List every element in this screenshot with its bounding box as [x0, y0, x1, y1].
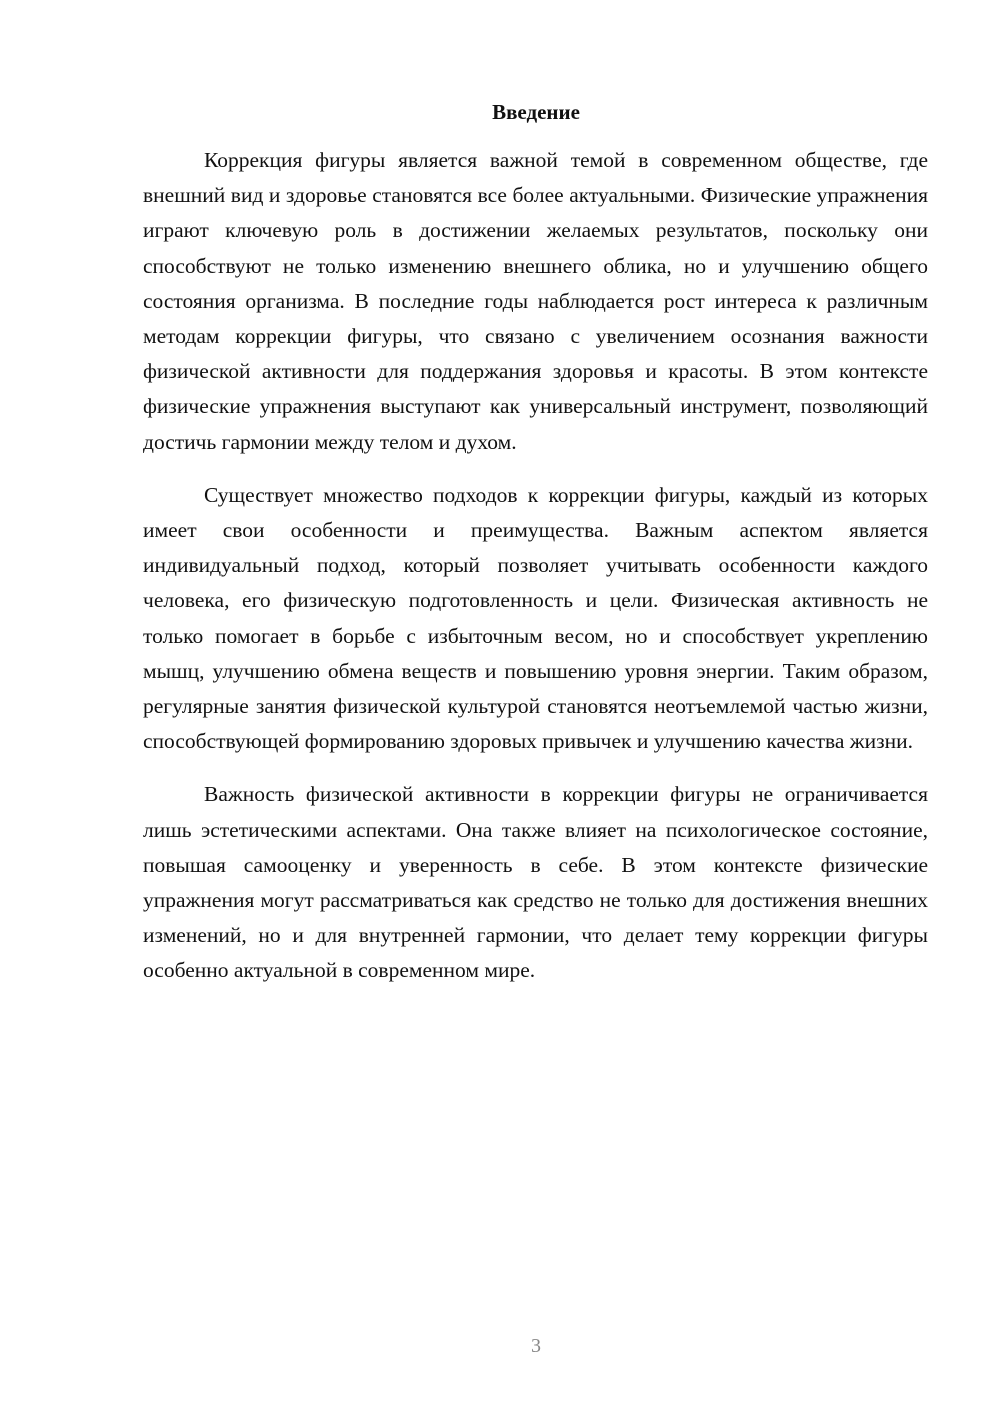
paragraph-1: Коррекция фигуры является важной темой в современном обществе, где внешний вид и здоровье становятся все более актуальными. Физические упражнения играют ключевую роль в достижении желаемых результатов, поскольку они способствуют не только изменению внешнего облика, но и улучшению общего состояния организма. В последние годы наблюдается рост интереса к различным методам коррекции фигуры, что связано с увеличением осознания важности физической активности для поддержания здоровья и красоты. В этом контексте физические упражнения выступают как универсальный инструмент, позволяющий достичь гармонии между телом и духом. [143, 148, 928, 454]
paragraph-3: Важность физической активности в коррекции фигуры не ограничивается лишь эстетическими аспектами. Она также влияет на психологическое состояние, повышая самооценку и уверенность в себе. В этом контексте физические упражнения могут рассматриваться как средство не только для достижения внешних изменений, но и для внутренней гармонии, что делает тему коррекции фигуры особенно актуальной в современном мире. [143, 782, 928, 983]
body-text [143, 143, 928, 1007]
paragraph-2: Существует множество подходов к коррекции фигуры, каждый из которых имеет свои особенности и преимущества. Важным аспектом является индивидуальный подход, который позволяет учитывать особенности каждого человека, его физическую подготовленность и цели. Физическая активность не только помогает в борьбе с избыточным весом, но и способствует укреплению мышц, улучшению обмена веществ и повышению уровня энергии. Таким образом, регулярные занятия физической культурой становятся неотъемлемой частью жизни, способствующей формированию здоровых привычек и улучшению качества жизни. [143, 482, 928, 754]
page-number: 3 [531, 1335, 541, 1357]
section-title: Введение [492, 100, 580, 124]
